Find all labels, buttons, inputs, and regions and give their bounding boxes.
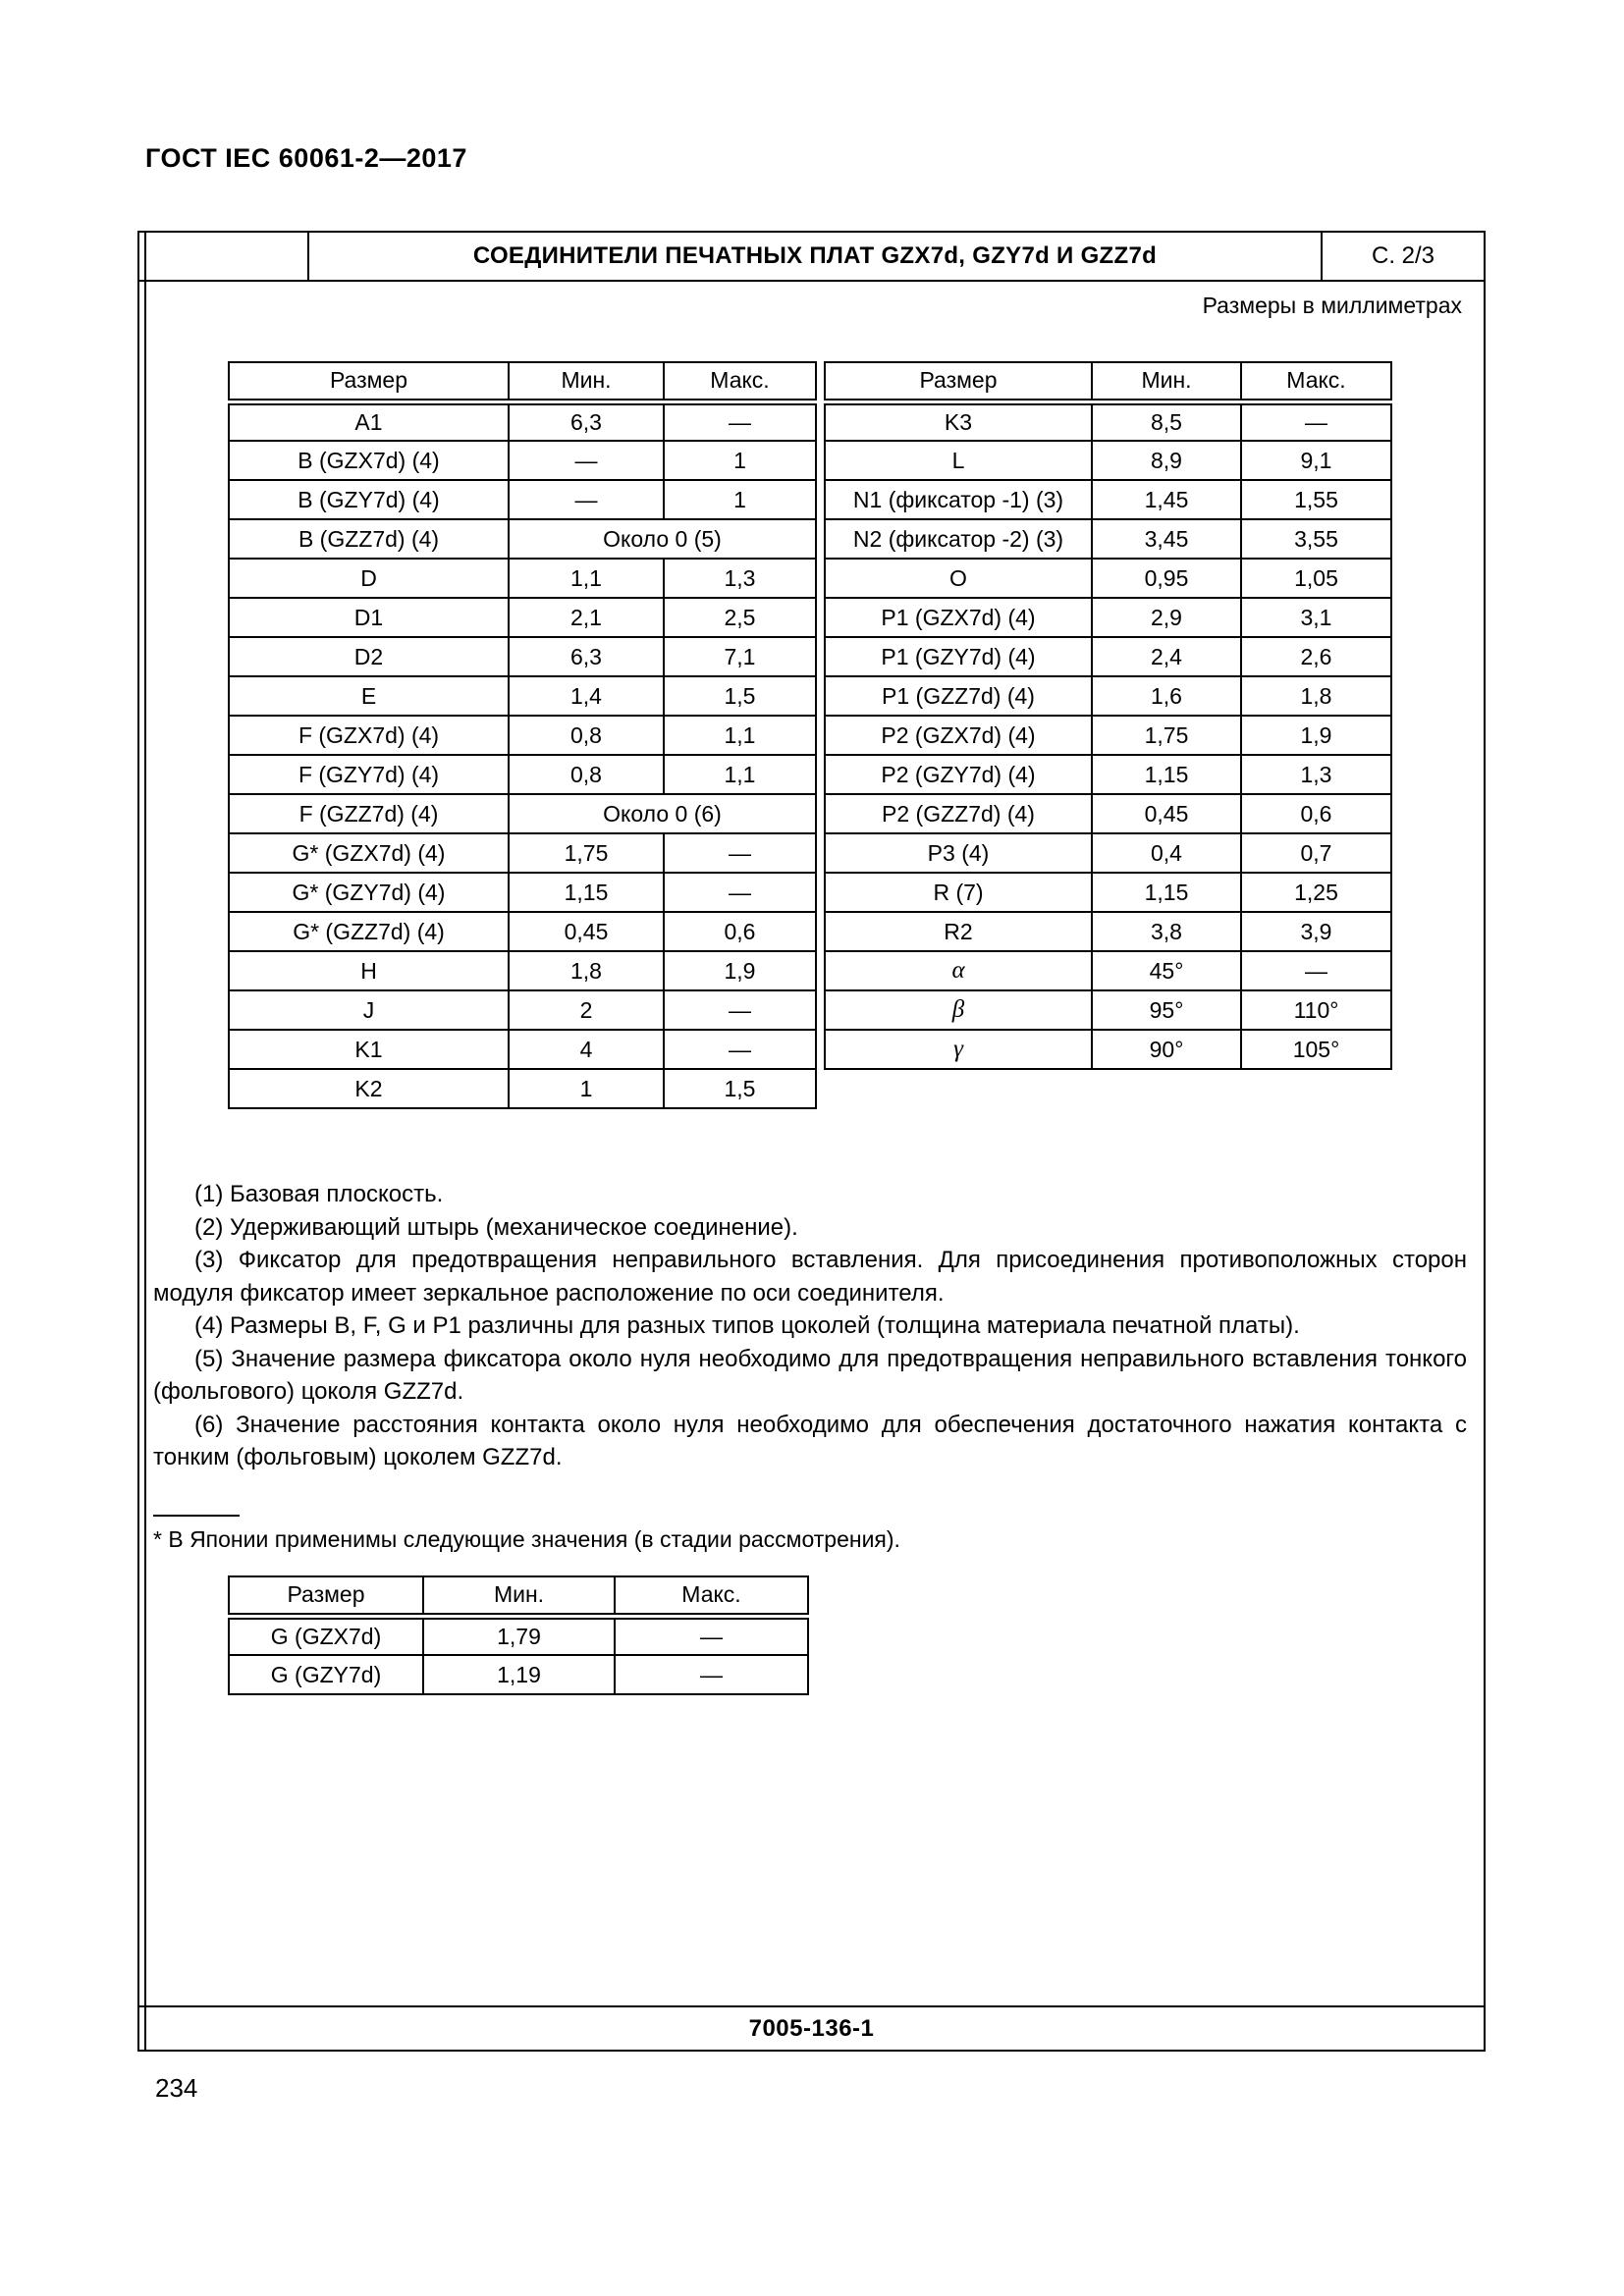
table-cell: 4 xyxy=(509,1030,664,1069)
table-cell: — xyxy=(1241,951,1391,990)
table-row xyxy=(825,401,1391,441)
table-row xyxy=(229,951,816,990)
table-row xyxy=(825,912,1391,951)
table-cell: 0,45 xyxy=(1092,794,1241,833)
table-row xyxy=(825,441,1391,480)
table-row xyxy=(229,559,816,598)
table-cell: 3,9 xyxy=(1241,912,1391,951)
table-cell: G* (GZZ7d) (4) xyxy=(229,912,509,951)
dimension-table-left xyxy=(228,361,817,1109)
table-row xyxy=(229,1030,816,1069)
footnote-text: * В Японии применимы следующие значения (в стадии рассмотрения). xyxy=(153,1526,900,1552)
table-cell: — xyxy=(509,480,664,519)
table-cell: 1 xyxy=(664,441,816,480)
note-paragraph: (1) Базовая плоскость. xyxy=(194,1181,444,1207)
table-cell: — xyxy=(664,833,816,873)
column-header: Размер xyxy=(825,362,1092,401)
table-cell: 2,6 xyxy=(1241,637,1391,676)
table-cell: 1,75 xyxy=(1092,716,1241,755)
table-cell: 0,6 xyxy=(1241,794,1391,833)
table-cell: 2,4 xyxy=(1092,637,1241,676)
table-cell: 3,45 xyxy=(1092,519,1241,559)
table-row xyxy=(825,794,1391,833)
table-row xyxy=(229,480,816,519)
table-row xyxy=(825,716,1391,755)
table-cell: D2 xyxy=(229,637,509,676)
table-cell: — xyxy=(615,1616,808,1655)
column-header: Макс. xyxy=(664,362,816,401)
table-cell: 1 xyxy=(509,1069,664,1108)
table-row xyxy=(229,637,816,676)
table-cell: — xyxy=(509,441,664,480)
table-cell: Около 0 (6) xyxy=(509,794,816,833)
table-cell: K3 xyxy=(825,401,1092,441)
table-cell: F (GZZ7d) (4) xyxy=(229,794,509,833)
table-cell: G* (GZX7d) (4) xyxy=(229,833,509,873)
table-cell: 1,8 xyxy=(1241,676,1391,716)
table-cell: R2 xyxy=(825,912,1092,951)
table-cell: 3,55 xyxy=(1241,519,1391,559)
table-row xyxy=(825,559,1391,598)
table-cell: 1,19 xyxy=(423,1655,615,1694)
table-cell: 1,75 xyxy=(509,833,664,873)
table-cell: — xyxy=(664,401,816,441)
header-row xyxy=(825,362,1391,401)
table-cell: H xyxy=(229,951,509,990)
table-row xyxy=(825,755,1391,794)
note-paragraph: (3) Фиксатор для предотвращения неправильного вставления. Для присоединения противоположных сторон модуля фиксатор имеет зеркальное расположение по оси соединителя. xyxy=(153,1247,1467,1307)
table-cell: G (GZX7d) xyxy=(229,1616,423,1655)
sheet-header xyxy=(139,233,1484,282)
table-cell: 0,45 xyxy=(509,912,664,951)
table-cell: P1 (GZY7d) (4) xyxy=(825,637,1092,676)
table-cell: P2 (GZY7d) (4) xyxy=(825,755,1092,794)
table-cell: 3,8 xyxy=(1092,912,1241,951)
table-cell: 90° xyxy=(1092,1030,1241,1069)
table-cell: P2 (GZZ7d) (4) xyxy=(825,794,1092,833)
column-header: Размер xyxy=(229,1576,423,1616)
table-cell: P3 (4) xyxy=(825,833,1092,873)
table-cell: F (GZY7d) (4) xyxy=(229,755,509,794)
table-cell: 2,1 xyxy=(509,598,664,637)
table-cell: F (GZX7d) (4) xyxy=(229,716,509,755)
table-cell: 0,6 xyxy=(664,912,816,951)
standard-code: ГОСТ IEC 60061-2—2017 xyxy=(145,143,467,173)
table-cell: 1,3 xyxy=(1241,755,1391,794)
japan-values-table xyxy=(228,1575,809,1695)
table-cell: 8,5 xyxy=(1092,401,1241,441)
notes-block xyxy=(153,1178,1467,1474)
column-header: Размер xyxy=(229,362,509,401)
table-cell: 45° xyxy=(1092,951,1241,990)
column-header: Мин. xyxy=(1092,362,1241,401)
table-cell: 6,3 xyxy=(509,401,664,441)
table-cell: D1 xyxy=(229,598,509,637)
table-cell: B (GZY7d) (4) xyxy=(229,480,509,519)
note-paragraph: (6) Значение расстояния контакта около нуля необходимо для обеспечения достаточного нажатия контакта с тонким (фольговым) цоколем GZZ7d. xyxy=(153,1411,1467,1470)
header-left-cell xyxy=(139,233,309,280)
table-cell: 1,9 xyxy=(1241,716,1391,755)
table-row xyxy=(825,519,1391,559)
table-cell: 9,1 xyxy=(1241,441,1391,480)
table-cell: 1,9 xyxy=(664,951,816,990)
table-cell: 0,95 xyxy=(1092,559,1241,598)
table-cell: 1,25 xyxy=(1241,873,1391,912)
table-cell: 3,1 xyxy=(1241,598,1391,637)
header-row xyxy=(229,1576,808,1616)
table-cell: 1,5 xyxy=(664,676,816,716)
table-cell: 6,3 xyxy=(509,637,664,676)
table-cell: 0,4 xyxy=(1092,833,1241,873)
table-cell: 0,8 xyxy=(509,716,664,755)
table-row xyxy=(229,833,816,873)
sheet-frame xyxy=(137,231,1486,2052)
table-row xyxy=(825,873,1391,912)
note-paragraph: (5) Значение размера фиксатора около нуля необходимо для предотвращения неправильного вставления тонкого (фольгового) цоколя GZZ7d. xyxy=(153,1345,1467,1405)
table-cell: G (GZY7d) xyxy=(229,1655,423,1694)
note-paragraph: (4) Размеры B, F, G и P1 различны для разных типов цоколей (толщина материала печатной платы). xyxy=(194,1312,1300,1339)
table-row xyxy=(229,598,816,637)
table-row xyxy=(229,873,816,912)
table-cell: 2 xyxy=(509,990,664,1030)
table-cell: 0,8 xyxy=(509,755,664,794)
table-cell: — xyxy=(664,873,816,912)
table-cell: 1,6 xyxy=(1092,676,1241,716)
table-cell: 1,8 xyxy=(509,951,664,990)
table-cell: 1,45 xyxy=(1092,480,1241,519)
table-cell: 1,55 xyxy=(1241,480,1391,519)
table-cell: 1,4 xyxy=(509,676,664,716)
table-cell: 0,7 xyxy=(1241,833,1391,873)
table-cell: L xyxy=(825,441,1092,480)
table-cell: N1 (фиксатор -1) (3) xyxy=(825,480,1092,519)
header-row xyxy=(229,362,816,401)
table-row xyxy=(229,794,816,833)
table-cell: 7,1 xyxy=(664,637,816,676)
table-cell: 1,1 xyxy=(664,755,816,794)
table-cell: O xyxy=(825,559,1092,598)
column-header: Макс. xyxy=(615,1576,808,1616)
table-row xyxy=(825,676,1391,716)
table-row xyxy=(229,1655,808,1694)
table-cell: 95° xyxy=(1092,990,1241,1030)
table-cell: P1 (GZZ7d) (4) xyxy=(825,676,1092,716)
table-row xyxy=(229,990,816,1030)
table-cell: 1,05 xyxy=(1241,559,1391,598)
table-cell: 2,9 xyxy=(1092,598,1241,637)
table-cell: — xyxy=(1241,401,1391,441)
column-header: Мин. xyxy=(423,1576,615,1616)
table-row xyxy=(229,716,816,755)
table-cell: 1,1 xyxy=(509,559,664,598)
table-row xyxy=(229,676,816,716)
table-row xyxy=(825,1030,1391,1069)
table-row xyxy=(229,755,816,794)
table-cell: K2 xyxy=(229,1069,509,1108)
table-cell: 1,15 xyxy=(509,873,664,912)
table-cell: A1 xyxy=(229,401,509,441)
table-cell: α xyxy=(825,951,1092,990)
table-row xyxy=(229,1069,816,1108)
table-cell: P1 (GZX7d) (4) xyxy=(825,598,1092,637)
table-row xyxy=(229,401,816,441)
table-cell: J xyxy=(229,990,509,1030)
table-cell: 1,5 xyxy=(664,1069,816,1108)
table-cell: 1,15 xyxy=(1092,873,1241,912)
table-row xyxy=(825,598,1391,637)
table-row xyxy=(825,637,1391,676)
dimension-tables xyxy=(228,361,1392,1109)
table-cell: 110° xyxy=(1241,990,1391,1030)
footnote-rule xyxy=(153,1515,240,1517)
table-row xyxy=(229,519,816,559)
drawing-code: 7005-136-1 xyxy=(748,2014,875,2042)
table-cell: B (GZZ7d) (4) xyxy=(229,519,509,559)
table-row xyxy=(825,990,1391,1030)
table-cell: K1 xyxy=(229,1030,509,1069)
table-cell: 1,15 xyxy=(1092,755,1241,794)
page-number: 234 xyxy=(155,2073,198,2103)
sheet-title: СОЕДИНИТЕЛИ ПЕЧАТНЫХ ПЛАТ GZX7d, GZY7d И GZZ7d xyxy=(472,242,1158,269)
table-row xyxy=(825,951,1391,990)
table-row xyxy=(229,912,816,951)
table-row xyxy=(825,833,1391,873)
table-cell: — xyxy=(664,1030,816,1069)
table-cell: B (GZX7d) (4) xyxy=(229,441,509,480)
table-cell: 105° xyxy=(1241,1030,1391,1069)
table-cell: 2,5 xyxy=(664,598,816,637)
table-cell: β xyxy=(825,990,1092,1030)
table-cell: G* (GZY7d) (4) xyxy=(229,873,509,912)
table-cell: E xyxy=(229,676,509,716)
units-note: Размеры в миллиметрах xyxy=(1202,293,1462,318)
table-cell: D xyxy=(229,559,509,598)
column-header: Макс. xyxy=(1241,362,1391,401)
table-cell: R (7) xyxy=(825,873,1092,912)
table-cell: P2 (GZX7d) (4) xyxy=(825,716,1092,755)
table-cell: 1,3 xyxy=(664,559,816,598)
table-cell: — xyxy=(664,990,816,1030)
table-cell: 1 xyxy=(664,480,816,519)
table-cell: — xyxy=(615,1655,808,1694)
footer-band xyxy=(139,2005,1484,2050)
table-row xyxy=(825,480,1391,519)
table-cell: 1,79 xyxy=(423,1616,615,1655)
column-header: Мин. xyxy=(509,362,664,401)
note-paragraph: (2) Удерживающий штырь (механическое соединение). xyxy=(194,1213,798,1241)
table-cell: N2 (фиксатор -2) (3) xyxy=(825,519,1092,559)
table-row xyxy=(229,1616,808,1655)
table-cell: Около 0 (5) xyxy=(509,519,816,559)
table-row xyxy=(229,441,816,480)
table-cell: 1,1 xyxy=(664,716,816,755)
dimension-table-right xyxy=(824,361,1392,1070)
sheet-page-ref: С. 2/3 xyxy=(1321,233,1484,280)
table-cell: 8,9 xyxy=(1092,441,1241,480)
table-cell: γ xyxy=(825,1030,1092,1069)
